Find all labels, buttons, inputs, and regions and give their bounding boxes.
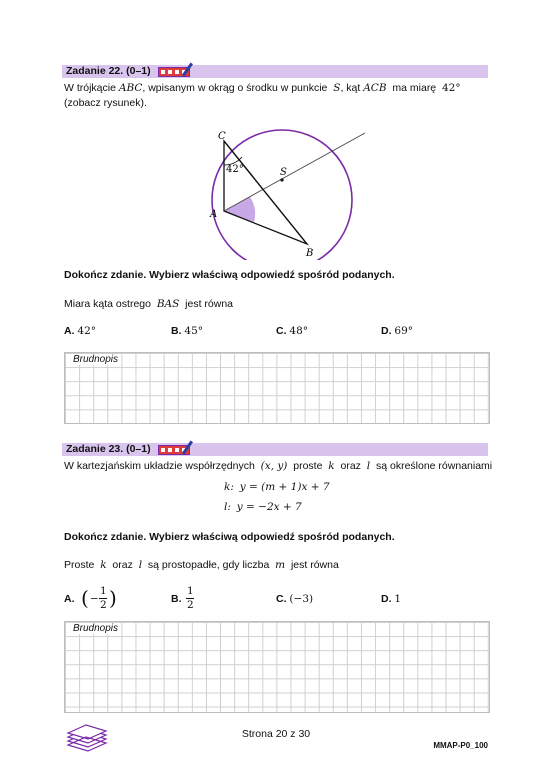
task22-question: Miara kąta ostrego BAS jest równa (64, 298, 234, 310)
exam-code: MMAP-P0_100 (433, 741, 488, 750)
triangle-circle-figure (200, 120, 370, 260)
label-s: S (280, 167, 287, 178)
task23-title: Zadanie 23. (0–1) (66, 443, 151, 455)
circumcircle (212, 130, 352, 260)
task23-intro: W kartezjańskim układzie współrzędnych (x, y) proste k oraz l są określone równaniami (64, 460, 493, 472)
task23-question: Proste k oraz l są prostopadłe, gdy liczba m jest równa (64, 559, 339, 571)
label-c: C (218, 131, 226, 142)
task22-instruction: Dokończ zdanie. Wybierz właściwą odpowiedź spośród podanych. (64, 269, 395, 281)
task22-option-a[interactable]: A. 42° (64, 325, 97, 337)
equation-k: k: y = (m + 1)x + 7 (224, 481, 330, 493)
task23-instruction: Dokończ zdanie. Wybierz właściwą odpowiedź spośród podanych. (64, 531, 395, 543)
task22-option-d[interactable]: D. 69° (381, 325, 414, 337)
task23-option-c[interactable]: C. (−3) (276, 593, 314, 605)
task23-scratch-area[interactable] (64, 621, 490, 713)
task22-title: Zadanie 22. (0–1) (66, 65, 151, 77)
task22-option-c[interactable]: C. 48° (276, 325, 309, 337)
task22-intro: W trójkącie ABC, wpisanym w okrąg o środku w punkcie S, kąt ACB ma miarę 42° (64, 82, 461, 94)
task23-header (62, 443, 488, 456)
task23-option-b[interactable]: B. 1 2 (171, 585, 194, 611)
line-through-s (224, 133, 365, 211)
task22-scratch-area[interactable] (64, 352, 490, 424)
label-angle: 42° (226, 164, 244, 175)
label-b: B (306, 248, 314, 259)
scratch-label: Brudnopis (73, 354, 119, 365)
task23-option-d[interactable]: D. 1 (381, 593, 402, 605)
label-a: A (210, 209, 218, 220)
task22-intro-line2: (zobacz rysunek). (64, 97, 147, 109)
task22-header (62, 65, 488, 78)
page-number: Strona 20 z 30 (241, 728, 311, 740)
task22-option-b[interactable]: B. 45° (171, 325, 204, 337)
equation-l: l: y = −2x + 7 (224, 501, 302, 513)
scratch-label: Brudnopis (73, 623, 119, 634)
center-point (280, 178, 283, 181)
